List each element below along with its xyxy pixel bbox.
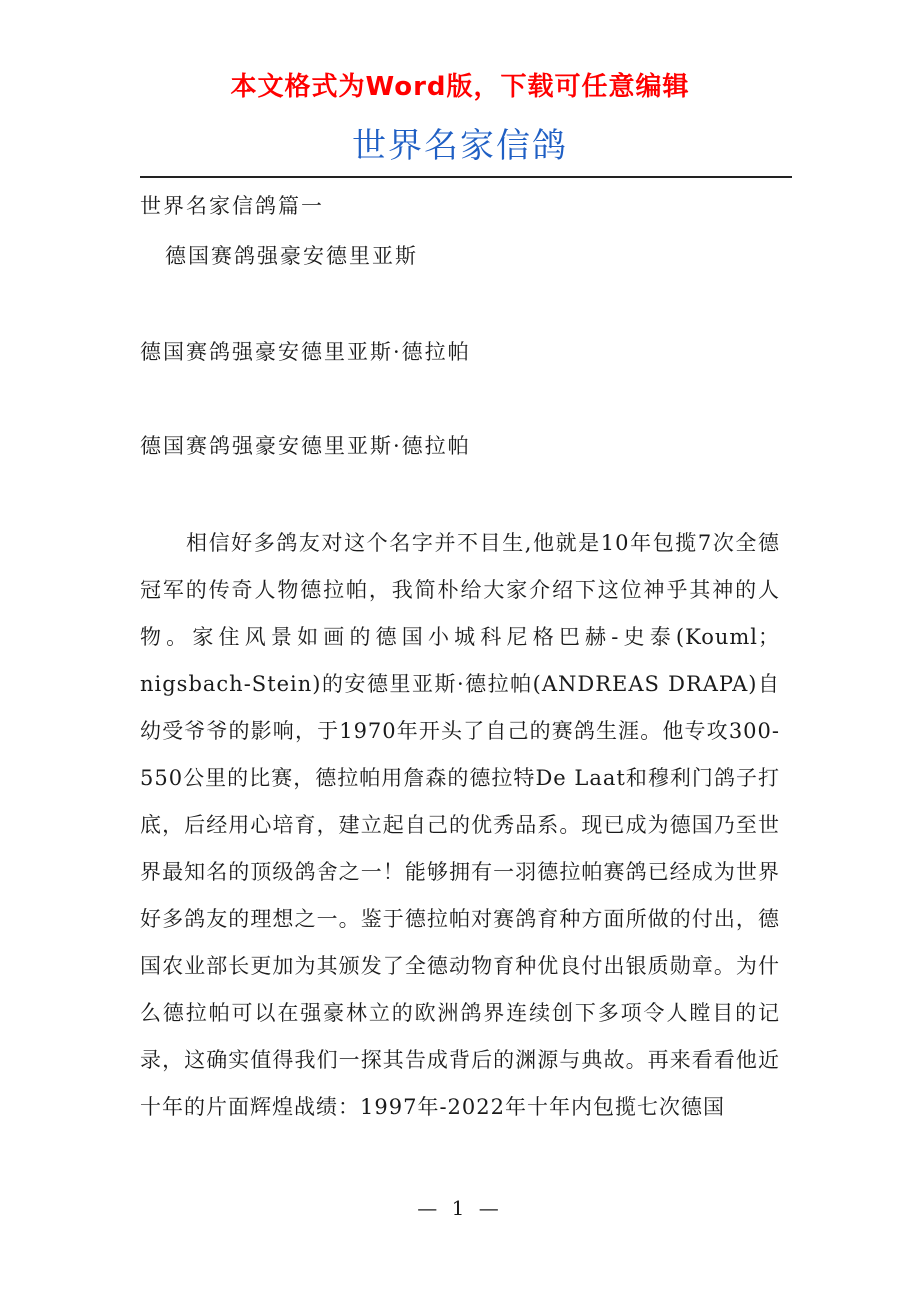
section-heading: 世界名家信鸽篇一 bbox=[140, 194, 324, 218]
body-paragraph: 相信好多鸽友对这个名字并不目生,他就是10年包揽7次全德冠军的传奇人物德拉帕，我简朴给大家介绍下这位神乎其神的人物。家住风景如画的德国小城科尼格巴赫-史泰(Kouml；nigsbach-Stein)的安德里亚斯·德拉帕(ANDREAS DRAPA)自幼受爷爷的影响，于1970年开头了自己的赛鸽生涯。他专攻300-550公里的比赛，德拉帕用詹森的德拉特De Laat和穆利门鸽子打底，后经用心培育，建立起自己的优秀品系。现已成为德国乃至世界最知名的顶级鸽舍之一！能够拥有一羽德拉帕赛鸽已经成为世界好多鸽友的理想之一。鉴于德拉帕对赛鸽育种方面所做的付出，德国农业部长更加为其颁发了全德动物育种优良付出银质勋章。为什么德拉帕可以在强豪林立的欧洲鸽界连续创下多项令人瞠目的记录，这确实值得我们一探其告成背后的渊源与典故。再来看看他近十年的片面辉煌战绩：1997年-2022年十年内包揽七次德国 bbox=[140, 531, 780, 1119]
heading-line-1: 德国赛鸽强豪安德里亚斯·德拉帕 bbox=[140, 340, 471, 364]
format-banner: 本文格式为Word版，下载可任意编辑 bbox=[230, 72, 690, 102]
section-subheading: 德国赛鸽强豪安德里亚斯 bbox=[165, 244, 418, 268]
title-divider bbox=[140, 176, 792, 178]
heading-line-2: 德国赛鸽强豪安德里亚斯·德拉帕 bbox=[140, 434, 471, 458]
page-number: — 1 — bbox=[417, 1196, 503, 1220]
document-title: 世界名家信鸽 bbox=[352, 126, 568, 166]
